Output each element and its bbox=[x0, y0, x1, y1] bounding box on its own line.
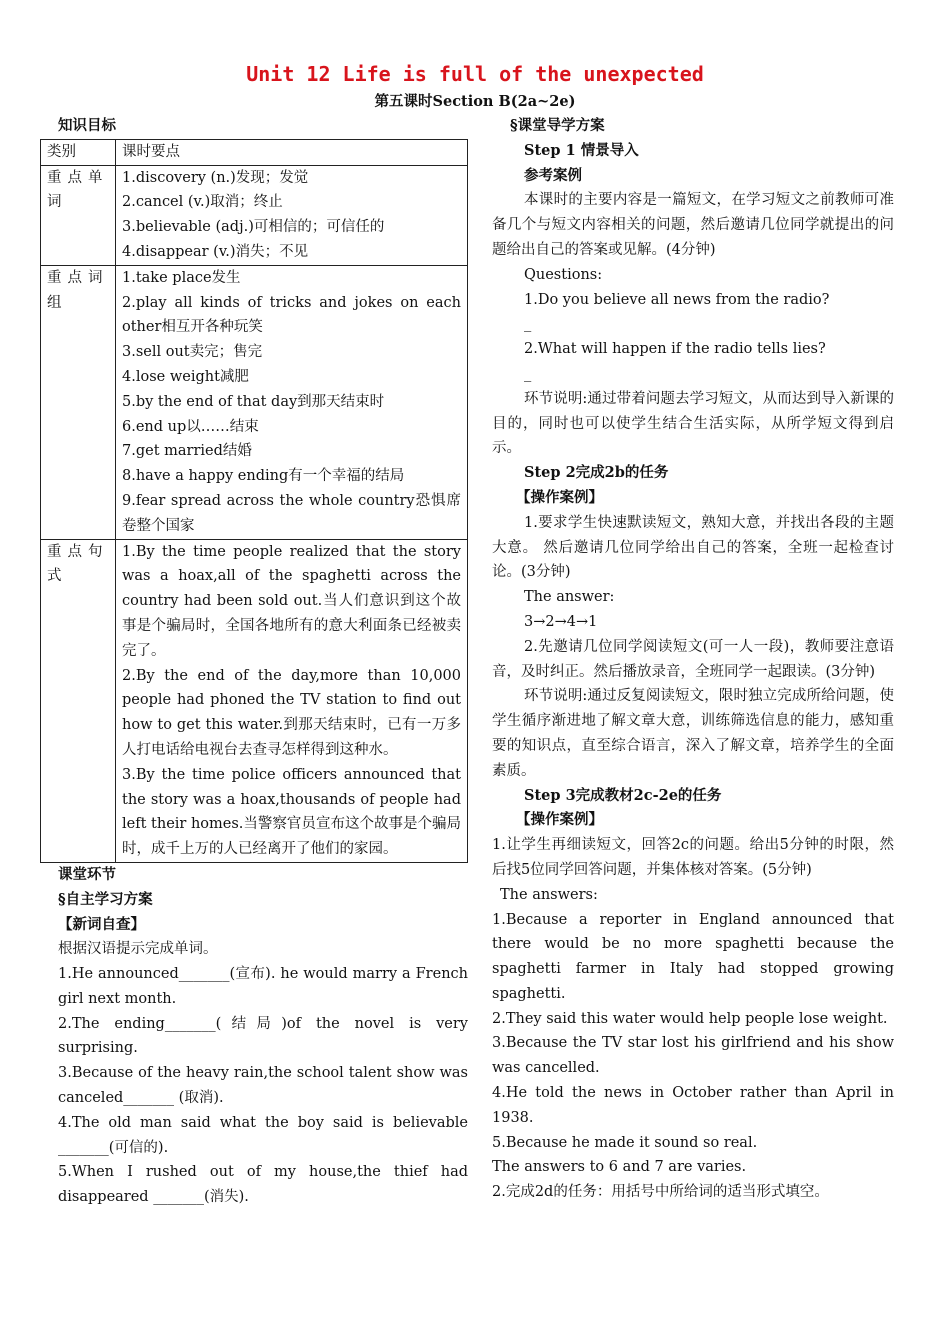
answer-sequence: 3→2→4→1 bbox=[524, 613, 598, 630]
self-study-heading: §自主学习方案 bbox=[58, 890, 153, 908]
table-cell-items bbox=[116, 165, 468, 265]
exercise-list bbox=[40, 962, 468, 1210]
guide-heading: §课堂导学方案 bbox=[510, 117, 605, 134]
key-points-table bbox=[40, 139, 468, 863]
question-1: 1.Do you believe all news from the radio? bbox=[524, 291, 830, 308]
step2-paragraph-1: 1.要求学生快速默读短文，熟知大意，并找出各段的主题大意。 然后邀请几位同学给出自己的答案，全班一起检查讨论。(3分钟) bbox=[492, 514, 894, 581]
exercise-instruction: 根据汉语提示完成单词。 bbox=[58, 941, 218, 958]
new-words-heading: 【新词自查】 bbox=[58, 915, 145, 933]
step1-text: 本课时的主要内容是一篇短文，在学习短文之前教师可准备几个与短文内容相关的问题，然后邀请几位同学就提出的问题给出自己的答案或见解。(4分钟) bbox=[492, 192, 894, 258]
exercise-item: 5.When I rushed out of my house,the thief had disappeared _______(消失). bbox=[58, 1164, 468, 1206]
answer-blank: _ bbox=[524, 365, 532, 382]
reference-case-label: 参考案例 bbox=[524, 166, 582, 184]
exercise-item: 3.Because of the heavy rain,the school talent show was canceled_______ (取消). bbox=[58, 1065, 468, 1107]
classroom-heading: 课堂环节 bbox=[58, 865, 116, 883]
step3-paragraph-1: 1.让学生再细读短文，回答2c的问题。给出5分钟的时限，然后找5位同学回答问题，并集体核对答案。(5分钟) bbox=[492, 837, 894, 878]
step2-note: 环节说明:通过反复阅读短文，限时独立完成所给问题，使学生循序渐进地了解文章大意，训练筛选信息的能力，感知重要的知识点，直至综合语言，深入了解文章，培养学生的全面素质。 bbox=[492, 688, 894, 779]
answer-item: 2.They said this water would help people lose weight. bbox=[492, 1010, 888, 1027]
list-item: 4.lose weight减肥 bbox=[122, 368, 249, 385]
table-cell-category: 重点词组 bbox=[41, 265, 116, 539]
question-2: 2.What will happen if the radio tells lies? bbox=[524, 341, 826, 358]
list-item: 5.by the end of that day到那天结束时 bbox=[122, 393, 385, 410]
list-item: 3.believable (adj.)可相信的；可信任的 bbox=[122, 219, 385, 236]
step1-heading: Step 1 情景导入 bbox=[524, 141, 639, 159]
step2-paragraph-2: 2.先邀请几位同学阅读短文(可一人一段)，教师要注意语音，及时纠正。然后播放录音，全班同学一起跟读。(3分钟) bbox=[492, 638, 894, 680]
list-item: 8.have a happy ending有一个幸福的结局 bbox=[122, 468, 405, 485]
list-item: 7.get married结婚 bbox=[122, 443, 252, 460]
table-row bbox=[41, 539, 468, 862]
questions-label: Questions: bbox=[524, 266, 603, 283]
exercise-item: 1.He announced_______(宣布). he would marry a French girl next month. bbox=[58, 966, 468, 1007]
list-item: 2.cancel (v.)取消；终止 bbox=[122, 194, 283, 211]
answer-item: 4.He told the news in October rather than April in 1938. bbox=[492, 1085, 894, 1126]
knowledge-goals-heading: 知识目标 bbox=[58, 117, 116, 134]
answer-item: 1.Because a reporter in England announced that there would be no more spaghetti because the spaghetti farmer in Italy had stopped growing spaghetti. bbox=[492, 911, 894, 1002]
list-item: 1.discovery (n.)发现；发觉 bbox=[122, 169, 309, 186]
answer-label: The answer: bbox=[524, 589, 615, 606]
page-subtitle: 第五课时Section B(2a~2e) bbox=[374, 93, 576, 110]
page-title: Unit 12 Life is full of the unexpected bbox=[246, 62, 704, 86]
table-cell-items bbox=[116, 265, 468, 539]
list-item: 3.By the time police officers announced that the story was a hoax,thousands of people had left their homes.当警察官员宣布这个故事是个骗局时，成千上万的人已经离开了他们的家园。 bbox=[122, 766, 461, 858]
answer-item: 5.Because he made it sound so real. bbox=[492, 1134, 758, 1151]
answers-note: The answers to 6 and 7 are varies. bbox=[492, 1159, 747, 1176]
exercise-item: 2.The ending_______(结局)of the novel is very surprising. bbox=[58, 1015, 468, 1057]
right-column bbox=[492, 114, 894, 1205]
step1-note: 环节说明:通过带着问题去学习短文，从而达到导入新课的目的，同时也可以使学生结合生活实际，从所学短文得到启示。 bbox=[492, 390, 894, 457]
table-row bbox=[41, 265, 468, 539]
list-item: 4.disappear (v.)消失；不见 bbox=[122, 243, 309, 260]
list-item: 9.fear spread across the whole country恐惧席卷整个国家 bbox=[122, 492, 461, 534]
operation-case-label: 【操作案例】 bbox=[516, 488, 603, 506]
table-cell-items bbox=[116, 539, 468, 862]
list-item: 1.By the time people realized that the story was a hoax,all of the spaghetti across the country had been sold out.当人们意识到这个故事是个骗局时，全国各地所有的意大利面条已经被卖完了。 bbox=[122, 543, 461, 659]
left-column bbox=[40, 114, 468, 1210]
table-header-points: 课时要点 bbox=[116, 139, 468, 165]
step3-paragraph-2: 2.完成2d的任务：用括号中所给词的适当形式填空。 bbox=[492, 1184, 829, 1201]
answers-label: The answers: bbox=[500, 886, 598, 903]
answer-item: 3.Because the TV star lost his girlfriend and his show was cancelled. bbox=[492, 1035, 894, 1077]
table-cell-category: 重点单词 bbox=[41, 165, 116, 265]
list-item: 1.take place发生 bbox=[122, 269, 241, 286]
table-header-row bbox=[41, 139, 468, 165]
step3-heading: Step 3完成教材2c-2e的任务 bbox=[524, 786, 722, 804]
list-item: 3.sell out卖完；售完 bbox=[122, 344, 263, 361]
answer-blank: _ bbox=[524, 316, 532, 333]
list-item: 6.end up以……结束 bbox=[122, 418, 259, 435]
table-row bbox=[41, 165, 468, 265]
list-item: 2.play all kinds of tricks and jokes on each other相互开各种玩笑 bbox=[122, 294, 461, 336]
table-header-category: 类别 bbox=[41, 139, 116, 165]
operation-case-label: 【操作案例】 bbox=[516, 811, 603, 829]
step2-heading: Step 2完成2b的任务 bbox=[524, 464, 669, 482]
exercise-item: 4.The old man said what the boy said is believable _______(可信的). bbox=[58, 1114, 468, 1156]
table-cell-category: 重点句式 bbox=[41, 539, 116, 862]
list-item: 2.By the end of the day,more than 10,000 people had phoned the TV station to find out how to get this water.到那天结束时，已有一万多人打电话给电视台去查寻怎样得到这种水。 bbox=[122, 667, 461, 758]
